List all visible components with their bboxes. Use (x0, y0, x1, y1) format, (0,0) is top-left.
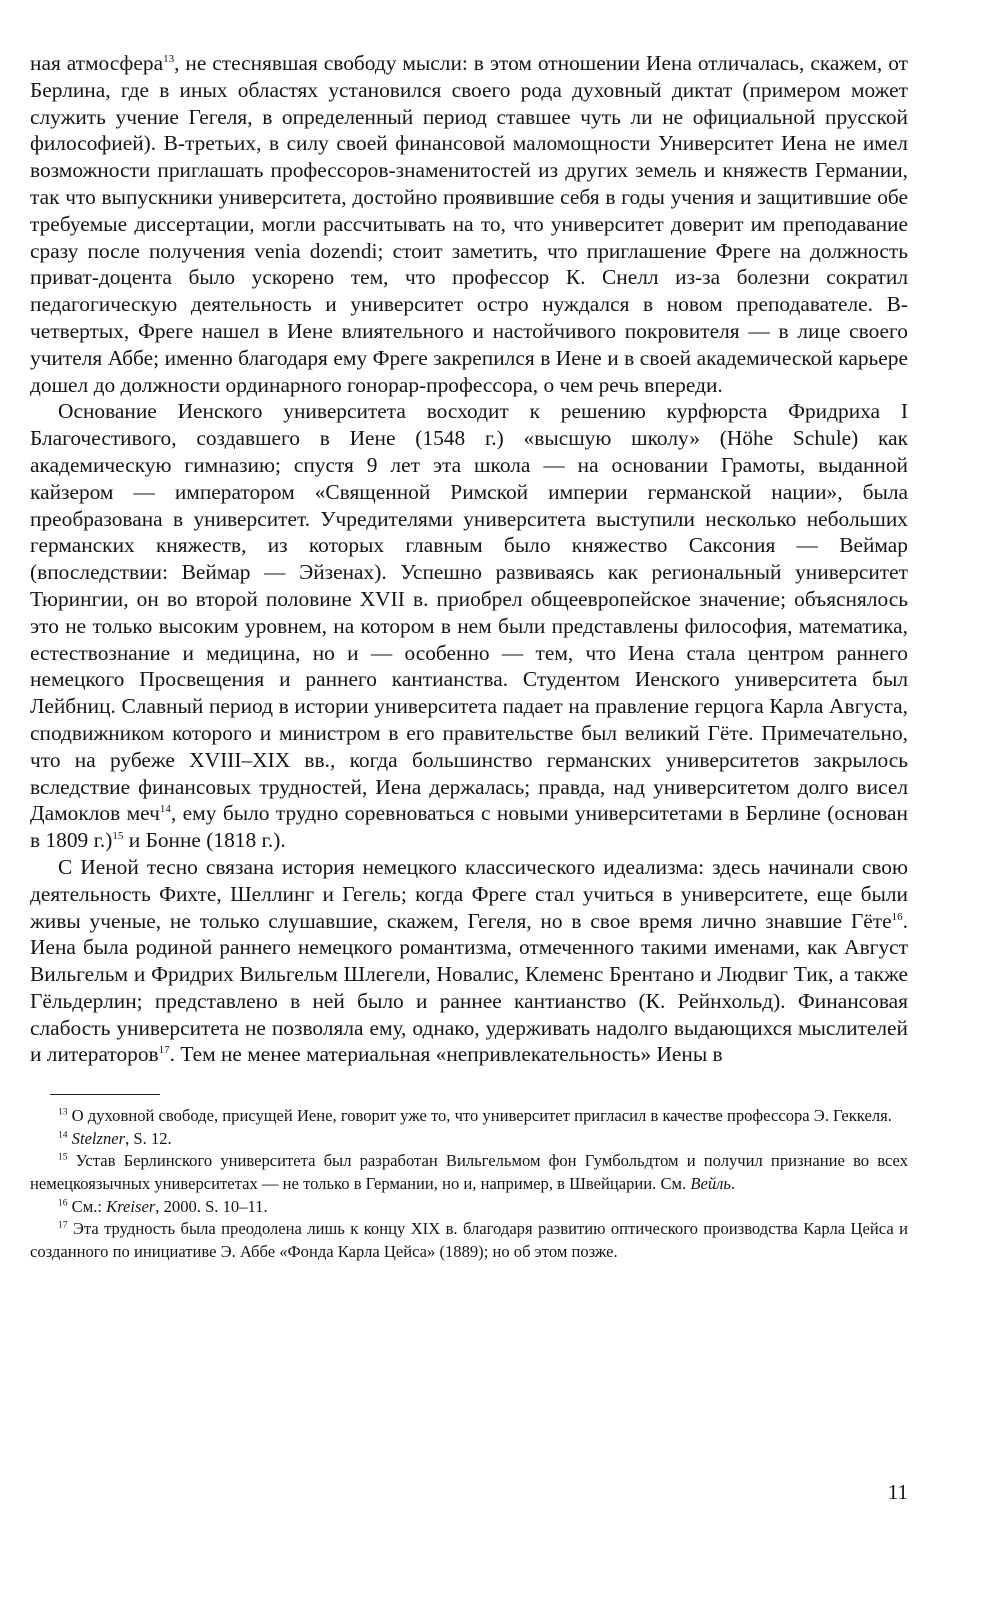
body-text (30, 50, 908, 1068)
footnote-ref: 14 (58, 1130, 68, 1141)
paragraph-2 (30, 398, 908, 854)
text-run: , не стеснявшая свободу мысли: в этом отношении Иена отличалась, скажем, от Берлина, где в иных областях установился своего рода духовный диктат (примером может служить учение Гегеля, в определенный период ставшее чуть ли не официальной прусской философией). В-третьих, в силу своей финансовой маломощности Университет Иена не имел возможности приглашать профессоров-знаменитостей из других земель и княжеств Германии, так что выпускники университета, достойно проявившие себя в годы учения и защитившие обе требуемые диссертации, могли рассчитывать на то, что университет доверит им преподавание сразу после получения venia dozendi; стоит заметить, что приглашение Фреге на должность приват-доцента было ускорено тем, что профессор К. Снелл из-за болезни сократил педагогическую деятельность и университет остро нуждался в новом преподавателе. В-четвертых, Фреге нашел в Иене влиятельного и настойчивого покровителя — в лице своего учителя Аббе; именно благодаря ему Фреге закрепился в Иене и в своей академической карьере дошел до должности ординарного гонорар-профессора, о чем речь впереди. (30, 51, 908, 397)
text-run: . (730, 1174, 736, 1194)
text-run: , S. 12. (125, 1128, 172, 1148)
footnote-ref: 15 (58, 1152, 68, 1163)
text-run: ная атмосфера (30, 51, 164, 75)
italic-text: Вейль (690, 1174, 731, 1194)
text-run: С Иеной тесно связана история немецкого классического идеализма: здесь начинали свою деятельность Фихте, Шеллинг и Гегель; когда Фреге стал учиться в университете, еще были живы ученые, не только слушавшие, скажем, Гегеля, но в свое время лично знавшие Гёте (30, 854, 908, 933)
footnote-ref: 17 (58, 1220, 68, 1231)
footnote-ref: 16 (58, 1198, 68, 1209)
paragraph-3 (30, 854, 908, 1068)
text-run: Устав Берлинского университета был разработан Вильгельмом фон Гумбольдтом и получил признание во всех немецкоязычных университетах — не только в Германии, но и, например, в Швейцарии. См. (30, 1151, 908, 1194)
text-run: О духовной свободе, присущей Иене, говорит уже то, что университет пригласил в качестве профессора Э. Геккеля. (67, 1106, 892, 1126)
text-run: и Бонне (1818 г.). (123, 828, 286, 853)
text-run: Основание Иенского университета восходит к решению курфюрста Фридриха I Благочестивого, создавшего в Иене (1548 г.) «высшую школу» (Höhe Schule) как академическую гимназию; спустя 9 лет эта школа — на основании Грамоты, выданной кайзером — императором «Священной Римской империи германской нации», была преобразована в университет. Учредителями университета выступили несколько небольших германских княжеств, из которых главным было княжество Саксония — Веймар (впоследствии: Веймар — Эйзенах). Успешно развиваясь как региональный университет Тюрингии, он во второй половине XVII в. приобрел общеевропейское значение; объяснялось это не только высоким уровнем, на котором в нем были представлены философия, математика, естествознание и медицина, но и — особенно — тем, что Иена стала центром раннего немецкого Просвещения и раннего кантианства. Студентом Иенского университета был Лейбниц. Славный период в истории университета падает на правление герцога Карла Августа, сподвижником которого и министром в его правительстве был великий Гёте. Примечательно, что на рубеже XVIII–XIX вв., когда большинство германских университетов закрылось вследствие финансовых трудностей, Иена держалась; правда, над университетом долго висел Дамоклов меч (30, 399, 908, 826)
footnote-ref: 13 (163, 52, 175, 65)
text-run: , 2000. S. 10–11. (155, 1196, 268, 1216)
footnote-16 (30, 1196, 908, 1219)
footnote-ref: 13 (58, 1107, 68, 1118)
footnote-13 (30, 1105, 908, 1128)
page-number: 11 (887, 1480, 908, 1504)
paragraph-1 (30, 50, 908, 398)
footnote-15 (30, 1150, 908, 1195)
text-run: См.: (67, 1196, 107, 1216)
footnote-ref: 15 (112, 829, 124, 842)
footnote-17 (30, 1218, 908, 1263)
book-page (30, 50, 908, 1570)
italic-text: Stelzner (71, 1128, 126, 1148)
text-run: Эта трудность была преодолена лишь к концу XIX в. благодаря развитию оптического производства Карла Цейса и созданного по инициативе Э. Аббе «Фонда Карла Цейса» (1889); но об этом позже. (30, 1219, 908, 1261)
footnote-ref: 16 (891, 910, 903, 923)
text-run: , ему было трудно соревноваться с новыми университетами в Берлине (основан в 1809 г.) (30, 801, 908, 853)
text-run: . Тем не менее материальная «непривлекательность» Иены в (169, 1042, 723, 1067)
footnotes (30, 1105, 908, 1263)
text-run: . Иена была родиной раннего немецкого романтизма, отмеченного такими именами, как Август Вильгельм и Фридрих Вильгельм Шлегели, Новалис, Клеменс Брентано и Людвиг Тик, а также Гёльдерлин; представлено в ней было и раннее кантианство (К. Рейнхольд). Финансовая слабость университета не позволяла ему, однако, удерживать надолго выдающихся мыслителей и литераторов (30, 908, 908, 1067)
footnote-ref: 17 (158, 1044, 170, 1057)
footnote-14 (30, 1128, 908, 1151)
footnote-separator (50, 1094, 160, 1095)
italic-text: Kreiser (106, 1196, 156, 1216)
footnote-ref: 14 (159, 803, 171, 816)
